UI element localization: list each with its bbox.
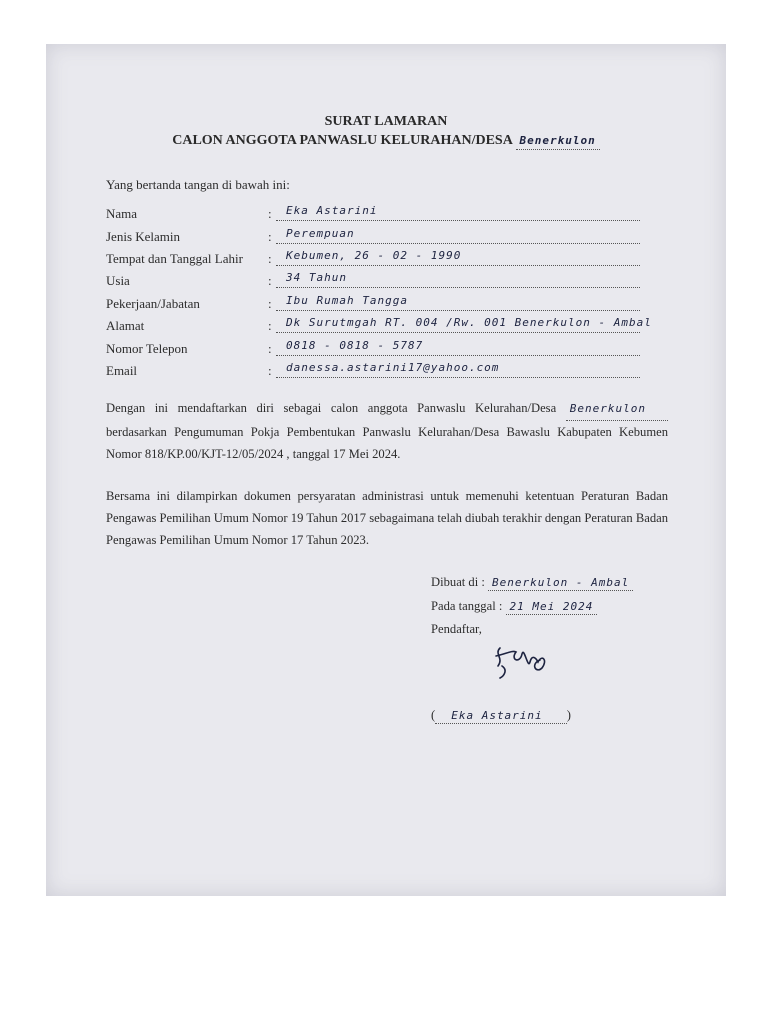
title-line-1: SURAT LAMARAN (324, 114, 448, 129)
field-value: danessa.astarini17@yahoo.com (286, 361, 500, 374)
signer-name-row (431, 708, 571, 724)
field-colon: : (268, 251, 272, 266)
field-label: Nama (106, 206, 138, 221)
field-colon: : (268, 318, 272, 333)
desa-hand-value: Benerkulon (569, 402, 646, 415)
tanggal-value-line (506, 599, 598, 615)
field-label: Usia (106, 273, 130, 288)
signer-name-line (435, 708, 566, 724)
intro-text: Yang bertanda tangan di bawah ini: (106, 177, 290, 192)
title-desa-hand: Benerkulon (519, 134, 596, 147)
field-colon: : (268, 206, 272, 221)
field-value: Kebumen, 26 - 02 - 1990 (286, 249, 462, 262)
field-label: Tempat dan Tanggal Lahir (106, 251, 243, 266)
field-label: Alamat (106, 318, 145, 333)
pendaftar-label: Pendaftar, (431, 622, 482, 636)
paragraph-attachment: Bersama ini dilampirkan dokumen persyaratan administrasi untuk memenuhi ketentuan Peraturan Badan Pengawas Pemilihan Umum Nomor 19 Tahun 2017 sebagaimana telah diubah terakhir dengan Peraturan Badan Pengawas Pemilihan Umum Nomor 17 Tahun 2023. (106, 489, 668, 547)
field-colon: : (268, 296, 272, 311)
dibuat-di-value: Benerkulon - Ambal (492, 576, 630, 589)
dibuat-di-label: Dibuat di : (431, 575, 485, 589)
paragraph-registration (106, 397, 668, 465)
tanggal-label: Pada tanggal : (431, 599, 503, 613)
paren-open: ( (431, 708, 436, 722)
paren-close: ) (566, 708, 571, 722)
field-label: Nomor Telepon (106, 341, 188, 356)
field-label: Email (106, 363, 138, 378)
field-colon: : (268, 341, 272, 356)
tanggal-value: 21 Mei 2024 (509, 600, 594, 613)
handwritten-signature (490, 640, 550, 682)
side-timestamp-mark (0, 760, 8, 850)
document-paper (46, 44, 726, 896)
title-line-2-text: CALON ANGGOTA PANWASLU KELURAHAN/DESA (172, 133, 513, 148)
field-value: Eka Astarini (286, 204, 378, 217)
desa-blank (566, 397, 668, 421)
field-value: Ibu Rumah Tangga (286, 294, 408, 307)
field-label: Pekerjaan/Jabatan (106, 296, 200, 311)
signer-name: Eka Astarini (451, 709, 543, 722)
paragraph-text: Dengan ini mendaftarkan diri sebagai calon anggota Panwaslu Kelurahan/Desa (106, 401, 557, 415)
dibuat-di-value-line (488, 575, 633, 591)
field-value: Dk Surutmgah RT. 004 /Rw. 001 Benerkulon - Ambal (286, 316, 652, 329)
field-value: 0818 - 0818 - 5787 (286, 339, 424, 352)
field-label: Jenis Kelamin (106, 229, 181, 244)
field-value: Perempuan (286, 227, 355, 240)
paragraph-text: berdasarkan Pengumuman Pokja Pembentukan Panwaslu Kelurahan/Desa Bawaslu Kabupaten Kebumen Nomor 818/KP.00/KJT-12/05/2024 , tanggal 17 Mei 2024. (106, 425, 668, 461)
tanggal-row (431, 599, 597, 615)
title-desa-value (516, 133, 600, 150)
field-value: 34 Tahun (286, 271, 347, 284)
field-colon: : (268, 229, 272, 244)
field-colon: : (268, 273, 272, 288)
title-line-2 (46, 133, 726, 150)
field-colon: : (268, 363, 272, 378)
dibuat-di-row (431, 575, 633, 591)
